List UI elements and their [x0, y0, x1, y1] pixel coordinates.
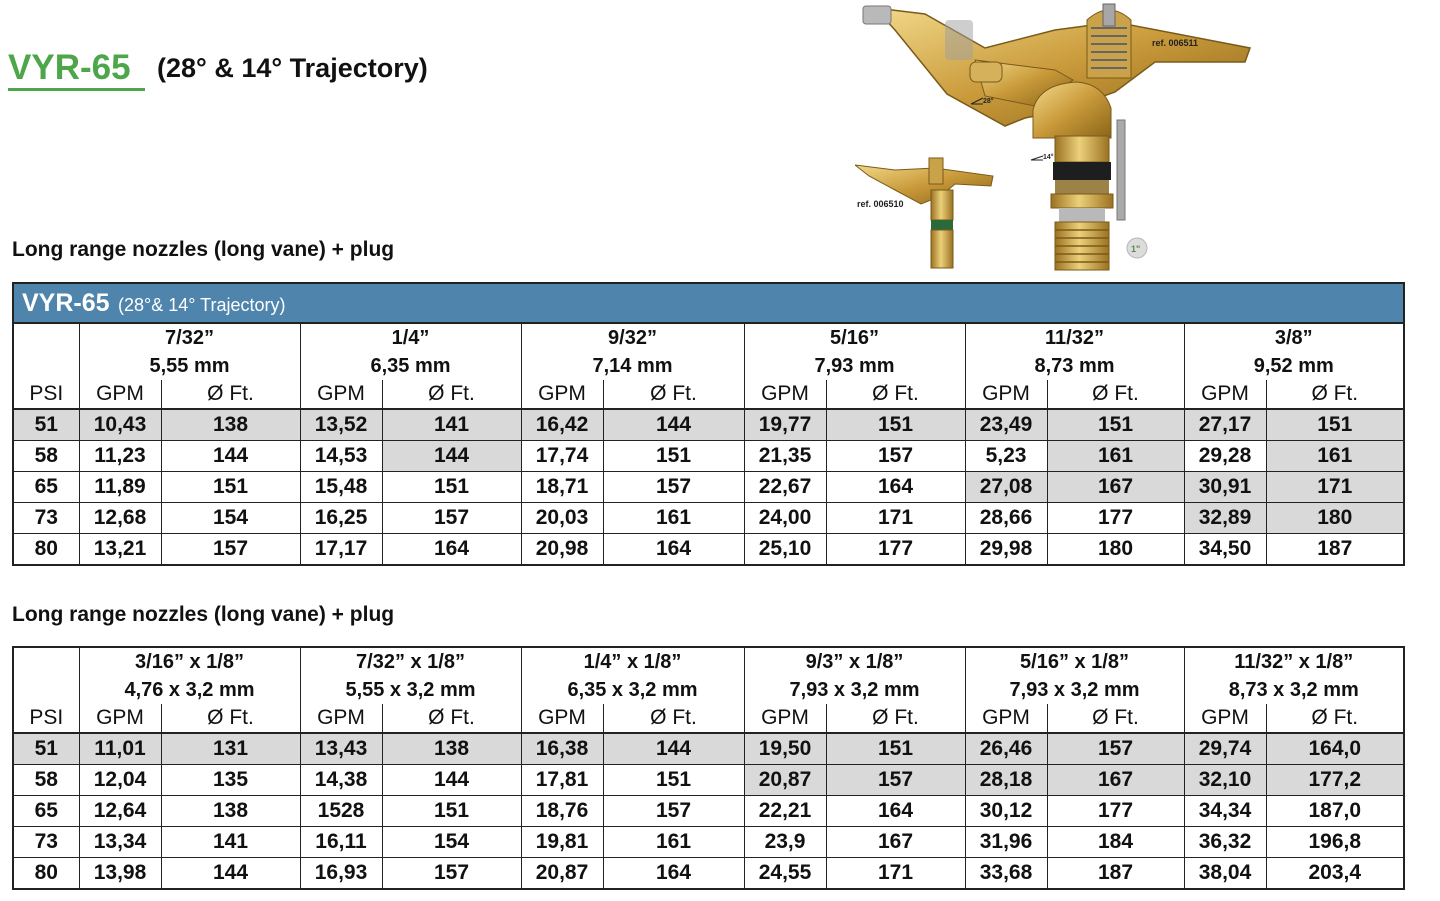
diameter-cell: 157: [826, 765, 965, 796]
gpm-cell: 30,12: [965, 796, 1047, 827]
gpm-cell: 24,55: [744, 858, 826, 890]
size-badge: 1": [1131, 244, 1141, 254]
model-name: VYR-65: [8, 48, 145, 91]
psi-header: PSI: [13, 704, 79, 733]
unit-header-row: [13, 704, 1404, 733]
gpm-cell: 17,81: [521, 765, 603, 796]
ft-header: Ø Ft.: [161, 380, 300, 409]
ft-header: Ø Ft.: [826, 380, 965, 409]
nozzle-header: 11/32” x 1/8” 8,73 x 3,2 mm: [1184, 647, 1404, 704]
diameter-cell: 157: [1047, 733, 1184, 765]
gpm-cell: 11,23: [79, 441, 161, 472]
diameter-cell: 151: [161, 472, 300, 503]
gpm-header: GPM: [1184, 380, 1266, 409]
diameter-cell: 171: [826, 503, 965, 534]
ref-small-label: ref. 006510: [857, 199, 904, 209]
diameter-cell: 164: [826, 796, 965, 827]
gpm-cell: 29,28: [1184, 441, 1266, 472]
gpm-cell: 19,81: [521, 827, 603, 858]
gpm-header: GPM: [965, 380, 1047, 409]
gpm-cell: 34,50: [1184, 534, 1266, 566]
psi-cell: 58: [13, 765, 79, 796]
gpm-cell: 22,21: [744, 796, 826, 827]
diameter-cell: 151: [826, 733, 965, 765]
gpm-cell: 15,48: [300, 472, 382, 503]
diameter-cell: 131: [161, 733, 300, 765]
gpm-cell: 1528: [300, 796, 382, 827]
table-row: [13, 858, 1404, 890]
gpm-cell: 14,53: [300, 441, 382, 472]
ft-header: Ø Ft.: [603, 380, 744, 409]
gpm-cell: 19,50: [744, 733, 826, 765]
gpm-cell: 16,42: [521, 409, 603, 441]
gpm-cell: 17,17: [300, 534, 382, 566]
diameter-cell: 157: [382, 858, 521, 890]
table-row: [13, 827, 1404, 858]
psi-cell: 73: [13, 827, 79, 858]
psi-header-blank: [13, 323, 79, 380]
diameter-cell: 154: [161, 503, 300, 534]
diameter-cell: 177: [1047, 796, 1184, 827]
gpm-cell: 36,32: [1184, 827, 1266, 858]
banner-trajectory: (28°& 14° Trajectory): [118, 294, 286, 315]
diameter-cell: 144: [382, 441, 521, 472]
gpm-cell: 20,87: [744, 765, 826, 796]
table-row: [13, 534, 1404, 566]
diameter-cell: 157: [826, 441, 965, 472]
gpm-cell: 23,49: [965, 409, 1047, 441]
gpm-header: GPM: [79, 704, 161, 733]
diameter-cell: 187,0: [1266, 796, 1404, 827]
gpm-cell: 23,9: [744, 827, 826, 858]
psi-cell: 51: [13, 409, 79, 441]
diameter-cell: 164,0: [1266, 733, 1404, 765]
gpm-cell: 13,52: [300, 409, 382, 441]
diameter-cell: 187: [1266, 534, 1404, 566]
ft-header: Ø Ft.: [382, 704, 521, 733]
ft-header: Ø Ft.: [161, 704, 300, 733]
diameter-cell: 138: [382, 733, 521, 765]
gpm-cell: 13,43: [300, 733, 382, 765]
gpm-header: GPM: [965, 704, 1047, 733]
gpm-header: GPM: [300, 704, 382, 733]
gpm-cell: 16,38: [521, 733, 603, 765]
sprinkler-small-icon: [855, 158, 993, 268]
diameter-cell: 138: [161, 796, 300, 827]
gpm-cell: 19,77: [744, 409, 826, 441]
diameter-cell: 167: [1047, 472, 1184, 503]
diameter-cell: 164: [382, 534, 521, 566]
diameter-cell: 151: [1047, 409, 1184, 441]
diameter-cell: 157: [161, 534, 300, 566]
psi-cell: 51: [13, 733, 79, 765]
nozzle-header: 7/32” 5,55 mm: [79, 323, 300, 380]
diameter-cell: 144: [603, 409, 744, 441]
nozzle-header: 9/32” 7,14 mm: [521, 323, 744, 380]
gpm-cell: 13,21: [79, 534, 161, 566]
gpm-cell: 14,38: [300, 765, 382, 796]
angle-14-label: 14°: [1043, 154, 1054, 161]
gpm-cell: 11,89: [79, 472, 161, 503]
nozzle-size-row: [13, 323, 1404, 380]
gpm-cell: 26,46: [965, 733, 1047, 765]
diameter-cell: 171: [826, 858, 965, 890]
nozzle-header: 1/4” x 1/8” 6,35 x 3,2 mm: [521, 647, 744, 704]
gpm-cell: 30,91: [1184, 472, 1266, 503]
diameter-cell: 144: [603, 733, 744, 765]
diameter-cell: 180: [1266, 503, 1404, 534]
table1-heading: Long range nozzles (long vane) + plug: [12, 238, 395, 261]
gpm-header: GPM: [744, 704, 826, 733]
diameter-cell: 144: [161, 858, 300, 890]
gpm-cell: 12,64: [79, 796, 161, 827]
gpm-cell: 28,18: [965, 765, 1047, 796]
diameter-cell: 157: [382, 503, 521, 534]
angle-28-label: 28°: [983, 98, 994, 105]
diameter-cell: 164: [826, 472, 965, 503]
table-row: [13, 765, 1404, 796]
diameter-cell: 151: [382, 472, 521, 503]
table-row: [13, 441, 1404, 472]
banner-model: VYR-65: [22, 288, 110, 317]
nozzle-header: 9/3” x 1/8” 7,93 x 3,2 mm: [744, 647, 965, 704]
diameter-cell: 161: [603, 827, 744, 858]
gpm-cell: 12,04: [79, 765, 161, 796]
gpm-cell: 10,43: [79, 409, 161, 441]
sprinkler-product-image: [855, 0, 1415, 278]
gpm-cell: 31,96: [965, 827, 1047, 858]
nozzle-header: 1/4” 6,35 mm: [300, 323, 521, 380]
nozzle-header: 5/16” x 1/8” 7,93 x 3,2 mm: [965, 647, 1184, 704]
diameter-cell: 141: [382, 409, 521, 441]
ft-header: Ø Ft.: [1047, 380, 1184, 409]
diameter-cell: 144: [161, 441, 300, 472]
gpm-cell: 5,23: [965, 441, 1047, 472]
gpm-cell: 18,71: [521, 472, 603, 503]
table-row: [13, 796, 1404, 827]
trajectory-label: (28° & 14° Trajectory): [157, 53, 428, 83]
gpm-cell: 18,76: [521, 796, 603, 827]
gpm-cell: 29,74: [1184, 733, 1266, 765]
psi-cell: 58: [13, 441, 79, 472]
table2-heading: Long range nozzles (long vane) + plug: [12, 603, 395, 626]
diameter-cell: 187: [1047, 858, 1184, 890]
gpm-cell: 28,66: [965, 503, 1047, 534]
gpm-cell: 29,98: [965, 534, 1047, 566]
gpm-cell: 34,34: [1184, 796, 1266, 827]
ft-header: Ø Ft.: [1266, 704, 1404, 733]
diameter-cell: 138: [161, 409, 300, 441]
diameter-cell: 167: [1047, 765, 1184, 796]
diameter-cell: 196,8: [1266, 827, 1404, 858]
psi-cell: 80: [13, 858, 79, 890]
gpm-header: GPM: [744, 380, 826, 409]
diameter-cell: 164: [603, 858, 744, 890]
unit-header-row: [13, 380, 1404, 409]
gpm-cell: 20,03: [521, 503, 603, 534]
gpm-header: GPM: [1184, 704, 1266, 733]
gpm-cell: 27,08: [965, 472, 1047, 503]
table-row: [13, 409, 1404, 441]
table1-banner: [13, 283, 1404, 323]
gpm-cell: 33,68: [965, 858, 1047, 890]
gpm-cell: 38,04: [1184, 858, 1266, 890]
diameter-cell: 161: [1047, 441, 1184, 472]
nozzle-header: 3/16” x 1/8” 4,76 x 3,2 mm: [79, 647, 300, 704]
diameter-cell: 203,4: [1266, 858, 1404, 890]
ref-large-label: ref. 006511: [1152, 38, 1199, 48]
gpm-cell: 12,68: [79, 503, 161, 534]
psi-header-blank: [13, 647, 79, 704]
gpm-cell: 13,34: [79, 827, 161, 858]
gpm-cell: 11,01: [79, 733, 161, 765]
ft-header: Ø Ft.: [1266, 380, 1404, 409]
gpm-cell: 20,87: [521, 858, 603, 890]
diameter-cell: 144: [382, 765, 521, 796]
nozzle-header: 3/8” 9,52 mm: [1184, 323, 1404, 380]
nozzle-size-row: [13, 647, 1404, 704]
table-row: [13, 472, 1404, 503]
psi-cell: 80: [13, 534, 79, 566]
nozzle-header: 11/32” 8,73 mm: [965, 323, 1184, 380]
diameter-cell: 141: [161, 827, 300, 858]
diameter-cell: 161: [603, 503, 744, 534]
gpm-cell: 16,93: [300, 858, 382, 890]
gpm-cell: 21,35: [744, 441, 826, 472]
ft-header: Ø Ft.: [603, 704, 744, 733]
ft-header: Ø Ft.: [826, 704, 965, 733]
gpm-cell: 16,11: [300, 827, 382, 858]
diameter-cell: 154: [382, 827, 521, 858]
psi-header: PSI: [13, 380, 79, 409]
table-row: [13, 733, 1404, 765]
diameter-cell: 151: [382, 796, 521, 827]
diameter-cell: 151: [603, 765, 744, 796]
gpm-cell: 13,98: [79, 858, 161, 890]
diameter-cell: 180: [1047, 534, 1184, 566]
gpm-cell: 24,00: [744, 503, 826, 534]
diameter-cell: 157: [603, 796, 744, 827]
psi-cell: 65: [13, 796, 79, 827]
gpm-cell: 20,98: [521, 534, 603, 566]
nozzle-header: 5/16” 7,93 mm: [744, 323, 965, 380]
psi-cell: 65: [13, 472, 79, 503]
diameter-cell: 151: [1266, 409, 1404, 441]
gpm-cell: 32,89: [1184, 503, 1266, 534]
gpm-header: GPM: [521, 380, 603, 409]
gpm-cell: 22,67: [744, 472, 826, 503]
gpm-header: GPM: [79, 380, 161, 409]
diameter-cell: 151: [603, 441, 744, 472]
gpm-cell: 32,10: [1184, 765, 1266, 796]
diameter-cell: 177: [826, 534, 965, 566]
ft-header: Ø Ft.: [1047, 704, 1184, 733]
nozzle-header: 7/32” x 1/8” 5,55 x 3,2 mm: [300, 647, 521, 704]
table1-performance: [12, 282, 1405, 566]
diameter-cell: 177,2: [1266, 765, 1404, 796]
table2-performance: [12, 646, 1405, 890]
gpm-cell: 25,10: [744, 534, 826, 566]
gpm-header: GPM: [521, 704, 603, 733]
diameter-cell: 167: [826, 827, 965, 858]
table-row: [13, 503, 1404, 534]
psi-cell: 73: [13, 503, 79, 534]
page-title: [8, 48, 428, 98]
diameter-cell: 184: [1047, 827, 1184, 858]
diameter-cell: 161: [1266, 441, 1404, 472]
gpm-header: GPM: [300, 380, 382, 409]
diameter-cell: 157: [603, 472, 744, 503]
gpm-cell: 27,17: [1184, 409, 1266, 441]
diameter-cell: 135: [161, 765, 300, 796]
diameter-cell: 164: [603, 534, 744, 566]
diameter-cell: 171: [1266, 472, 1404, 503]
diameter-cell: 177: [1047, 503, 1184, 534]
gpm-cell: 17,74: [521, 441, 603, 472]
gpm-cell: 16,25: [300, 503, 382, 534]
diameter-cell: 151: [826, 409, 965, 441]
ft-header: Ø Ft.: [382, 380, 521, 409]
